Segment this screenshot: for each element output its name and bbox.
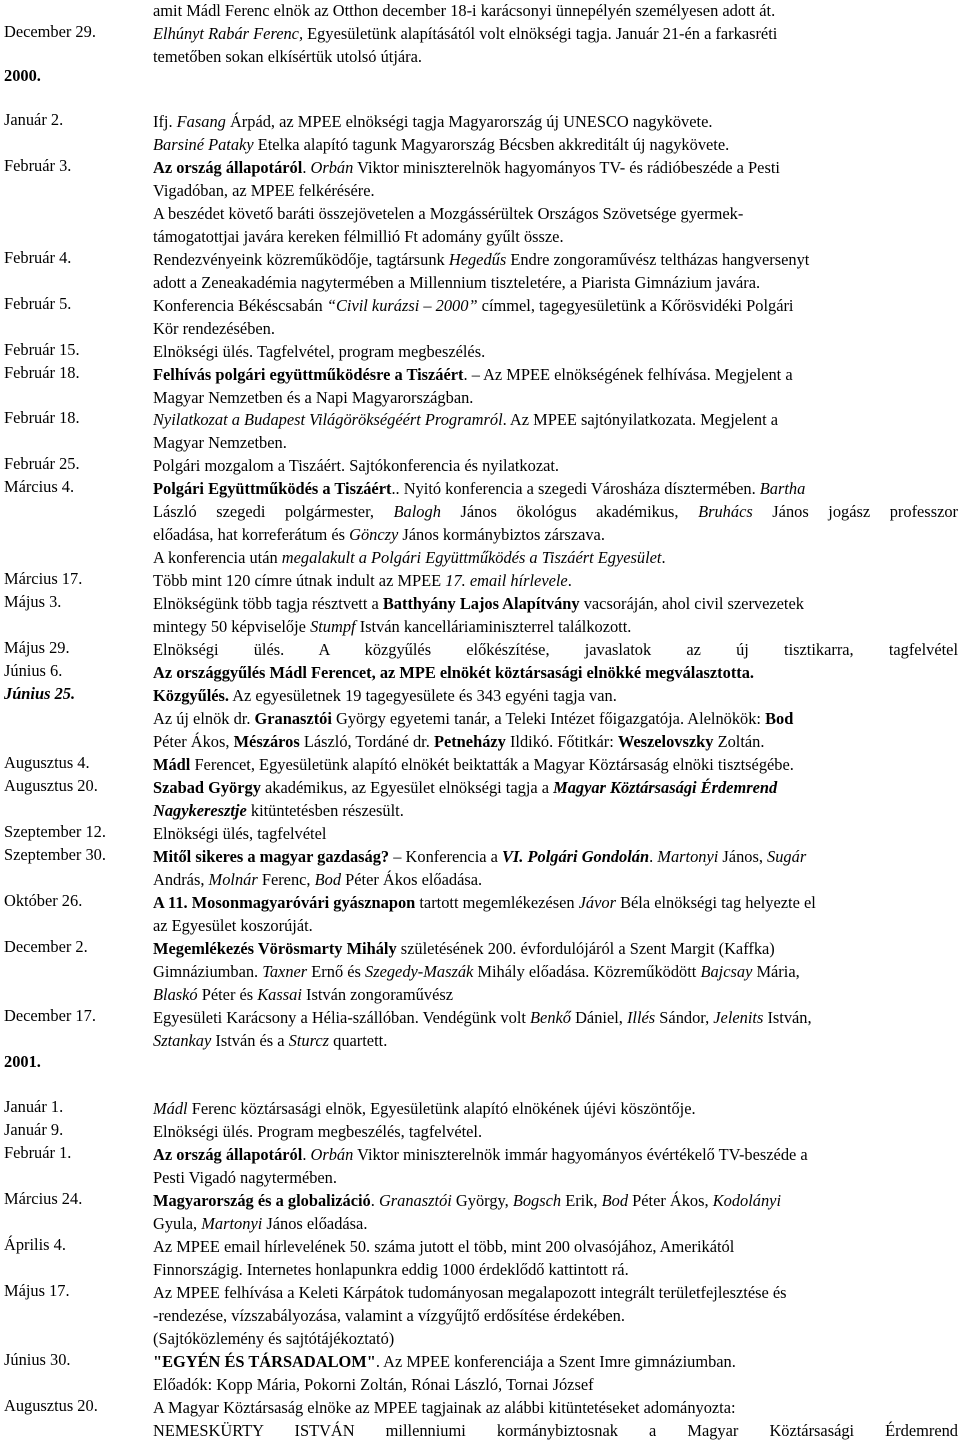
entry-date: Január 2. [4, 110, 64, 129]
text-segment: Polgári Együttműködés a Tiszáért [153, 479, 392, 498]
text-segment: Előadók: Kopp Mária, Pokorni Zoltán, Rónai László, Tornai József [153, 1375, 594, 1394]
text-segment: Bartha [759, 479, 806, 498]
text-line [153, 202, 958, 225]
text-line [153, 1327, 958, 1350]
text-segment: Stumpf [310, 617, 356, 636]
text-line [153, 661, 958, 684]
text-segment: Az ország állapotáról [153, 1145, 303, 1164]
entry-text [153, 753, 958, 776]
text-segment: mintegy 50 képviselője [153, 617, 311, 636]
entry-text [153, 822, 958, 845]
entry-text [153, 891, 958, 937]
text-line [153, 569, 958, 592]
text-line [153, 340, 958, 363]
text-segment: István és a [211, 1031, 289, 1050]
text-segment: Bod [765, 709, 794, 728]
text-segment: Több mint 120 címre útnak indult az MPEE [153, 571, 446, 590]
text-segment: . Az MPEE konferenciája a Szent Imre gimnáziumban. [375, 1352, 736, 1371]
entry-date: Február 15. [4, 340, 80, 359]
entry-text [153, 1189, 958, 1235]
text-segment: Az MPEE felhívása a Keleti Kárpátok tudományosan megalapozott integrált területfejlesztése és [153, 1283, 787, 1302]
text-segment: Elnökségi ülés. Tagfelvétel, program megbeszélés. [153, 342, 486, 361]
text-segment: Konferencia Békéscsabán [153, 296, 327, 315]
text-segment: Gyula, [153, 1214, 202, 1233]
text-segment: János, [718, 847, 768, 866]
text-line [153, 753, 958, 776]
text-segment: Viktor miniszterelnök immár hagyományos évértékelő TV-beszéde a [353, 1145, 808, 1164]
text-segment: Magyar Nemzetben. [153, 433, 287, 452]
text-line [153, 1396, 958, 1419]
text-line [153, 592, 958, 615]
text-segment: Bajcsay [700, 962, 753, 981]
text-segment: amit Mádl Ferenc elnök az Otthon december 18-i karácsonyi ünnepélyén személyesen adott át. [153, 1, 776, 20]
text-segment: Ferencet, Egyesületünk alapító elnökét beiktatták a Magyar Köztársaság elnöki tisztségébe. [190, 755, 794, 774]
entry-date: Június 6. [4, 661, 63, 680]
text-segment: Ildikó. Főtitkár: [505, 732, 618, 751]
text-segment: Zoltán. [713, 732, 765, 751]
text-line [153, 523, 958, 546]
text-segment: NEMESKÜRTY ISTVÁN millenniumi kormánybiztosnak a Magyar Köztársasági Érdemrend [153, 1421, 958, 1440]
text-line [153, 1373, 958, 1396]
text-segment: Petneházy [433, 732, 506, 751]
text-line [153, 1120, 958, 1143]
entry-date: Március 17. [4, 569, 83, 588]
year-heading: 2000. [4, 66, 41, 85]
text-segment: Ferenc köztársasági elnök, Egyesületünk alapító elnökének újévi köszöntője. [187, 1099, 696, 1118]
text-segment: Jávor [578, 893, 616, 912]
text-segment: Bogsch [512, 1191, 562, 1210]
text-segment: -rendezése, vízszabályozása, valamint a vízgyűjtő erdősítése érdekében. [153, 1306, 625, 1325]
text-segment: . Az MPEE sajtónyilatkozata. Megjelent a [502, 410, 779, 429]
text-segment: . [302, 158, 311, 177]
text-line [153, 477, 958, 500]
text-line [153, 1029, 958, 1052]
entry-date: Február 25. [4, 454, 80, 473]
text-segment: János előadása. [262, 1214, 368, 1233]
entry-text [153, 937, 958, 1006]
entry-text [153, 1235, 958, 1281]
text-segment: . [567, 571, 572, 590]
text-segment: Dániel, [570, 1008, 627, 1027]
text-segment: János jogász professzor [752, 502, 958, 521]
text-line [153, 294, 958, 317]
text-segment: Magyar Nemzetben és a Napi Magyarországban. [153, 388, 474, 407]
text-line [153, 730, 958, 753]
text-segment: 17. email hírlevele [445, 571, 568, 590]
text-segment: Weszelovszky [617, 732, 714, 751]
text-segment: Vigadóban, az MPEE felkérésére. [153, 181, 375, 200]
text-segment: Elnökségünk több tagja résztvett a [153, 594, 383, 613]
entry-text [153, 0, 958, 22]
entry-date: Február 4. [4, 248, 72, 267]
text-segment: Sturcz [288, 1031, 330, 1050]
text-segment: .. Nyitó konferencia a szegedi Városháza dísztermében. [391, 479, 760, 498]
entry-date: Március 24. [4, 1189, 83, 1208]
text-segment: temetőben sokan elkísértük utolsó útjára. [153, 47, 423, 66]
text-segment: A Magyar Köztársaság elnöke az MPEE tagjainak az alábbi kitüntetéseket adományozta: [153, 1398, 736, 1417]
text-line [153, 1258, 958, 1281]
text-segment: Az egyesületnek 19 tagegyesülete és 343 egyéni tagja van. [229, 686, 617, 705]
text-segment: Balogh [393, 502, 441, 521]
text-line [153, 454, 958, 477]
text-segment: . [649, 847, 658, 866]
text-segment: Mitől sikeres a magyar gazdaság? [153, 847, 390, 866]
text-segment: Erik, [561, 1191, 602, 1210]
entry-text [153, 363, 958, 409]
entry-date: Február 18. [4, 363, 80, 382]
text-line [153, 22, 958, 45]
text-segment: Péter Ákos, [628, 1191, 713, 1210]
text-segment: Taxner [262, 962, 308, 981]
text-segment: megalakult a Polgári Együttműködés a Tiszáért Egyesület [281, 548, 662, 567]
entry-date: Június 30. [4, 1350, 71, 1369]
text-segment: Jelenits [713, 1008, 764, 1027]
text-segment: . – Az MPEE elnökségének felhívása. Megjelent a [463, 365, 793, 384]
text-segment: VI. Polgári Gondolán [502, 847, 650, 866]
entry-date: Január 1. [4, 1097, 64, 1116]
text-line [153, 822, 958, 845]
text-segment: Ifj. [153, 112, 177, 131]
text-segment: Rendezvényeink közreműködője, tagtársunk [153, 250, 449, 269]
entry-text [153, 569, 958, 592]
entry-text [153, 248, 958, 294]
entry-date: Szeptember 12. [4, 822, 106, 841]
entry-date: Május 29. [4, 638, 70, 657]
entry-text [153, 845, 958, 891]
text-line [153, 615, 958, 638]
text-segment: A beszédet követő baráti összejövetelen a Mozgássérültek Országos Szövetsége gyermek- [153, 204, 744, 223]
entry-date: Március 4. [4, 477, 75, 496]
text-segment: Megemlékezés Vörösmarty Mihály [153, 939, 397, 958]
text-segment: Az ország állapotáról [153, 158, 303, 177]
text-segment: – Konferencia a [389, 847, 502, 866]
text-segment: János ökológus akadémikus, [440, 502, 699, 521]
text-line [153, 1212, 958, 1235]
entry-date: Június 25. [4, 684, 76, 703]
text-segment: . [661, 548, 666, 567]
text-line [153, 1419, 958, 1442]
text-segment: György egyetemi tanár, a Teleki Intézet főigazgatója. Alelnökök: [331, 709, 766, 728]
entry-text [153, 294, 958, 340]
text-line [153, 431, 958, 454]
text-segment: György, [451, 1191, 513, 1210]
text-segment: előadása, hat korreferátum és [153, 525, 350, 544]
text-segment: vacsoráján, ahol civil szervezetek [579, 594, 804, 613]
text-segment: Martonyi [201, 1214, 263, 1233]
text-line [153, 133, 958, 156]
text-segment: Pesti Vigadó nagytermében. [153, 1168, 337, 1187]
text-line [153, 408, 958, 431]
text-segment: Granasztói [378, 1191, 452, 1210]
text-line [153, 110, 958, 133]
text-segment: Bod [314, 870, 342, 889]
text-segment: Elhúnyt Rabár Ferenc, [153, 24, 304, 43]
text-segment: Bod [601, 1191, 629, 1210]
entry-text [153, 776, 958, 822]
text-segment: adott a Zeneakadémia nagytermében a Millennium tiszteletére, a Piarista Gimnázium javára. [153, 273, 761, 292]
text-segment: Szegedy-Maszák [365, 962, 474, 981]
text-segment: János kormánybiztos zárszava. [398, 525, 605, 544]
text-segment: . [302, 1145, 311, 1164]
text-line [153, 363, 958, 386]
entry-date: December 17. [4, 1006, 96, 1025]
text-line [153, 45, 958, 68]
text-segment: Fasang [176, 112, 226, 131]
text-segment: Finnországig. Internetes honlapunkra eddig 1000 érdeklődő kattintott rá. [153, 1260, 629, 1279]
text-segment: A 11. Mosonmagyaróvári gyásznapon [153, 893, 416, 912]
text-segment: Ferenc, [257, 870, 315, 889]
text-line [153, 500, 958, 523]
entry-date: Február 18. [4, 408, 80, 427]
text-segment: Sugár [767, 847, 807, 866]
text-segment: Az új elnök dr. [153, 709, 255, 728]
text-line [153, 0, 958, 22]
entry-text [153, 454, 958, 477]
text-segment: Bruhács [698, 502, 753, 521]
entry-date: December 29. [4, 22, 96, 41]
text-line [153, 225, 958, 248]
text-segment: Az országgyűlés Mádl Ferencet, az MPE elnökét köztársasági elnökké megválasztotta. [153, 663, 755, 682]
text-segment: István, [763, 1008, 812, 1027]
text-line [153, 914, 958, 937]
text-line [153, 845, 958, 868]
entry-date: Május 3. [4, 592, 62, 611]
entry-text [153, 340, 958, 363]
year-heading: 2001. [4, 1052, 41, 1071]
text-segment: (Sajtóközlemény és sajtótájékoztató) [153, 1329, 395, 1348]
text-segment: Sándor, [655, 1008, 714, 1027]
text-line [153, 248, 958, 271]
text-line [153, 386, 958, 409]
text-segment: Nagykeresztje [153, 801, 247, 820]
text-segment: Mádl [153, 755, 191, 774]
text-segment: Péter és [197, 985, 258, 1004]
entry-date: Január 9. [4, 1120, 64, 1139]
text-line [153, 638, 958, 661]
text-segment: Egyesületi Karácsony a Hélia-szállóban. Vendégünk volt [153, 1008, 531, 1027]
entry-date: Szeptember 30. [4, 845, 106, 864]
text-segment: István kancelláriaminiszterrel találkozott. [355, 617, 632, 636]
text-segment: Gimnáziumban. [153, 962, 263, 981]
entry-date: Október 26. [4, 891, 83, 910]
entry-date: Augusztus 20. [4, 776, 98, 795]
text-line [153, 1097, 958, 1120]
text-segment: Elnökségi ülés. A közgyűlés előkészítése, javaslatok az új tisztikarra, tagfelvétel [153, 640, 958, 659]
text-segment: István zongoraművész [301, 985, 453, 1004]
text-line [153, 684, 958, 707]
entry-text [153, 156, 958, 248]
text-line [153, 179, 958, 202]
text-segment: Barsiné Pataky [153, 135, 254, 154]
text-line [153, 1350, 958, 1373]
text-segment: az Egyesület koszorúját. [153, 916, 313, 935]
text-segment: Az MPEE email hírlevelének 50. száma jutott el több, mint 200 olvasójához, Amerikától [153, 1237, 735, 1256]
text-segment: Péter Ákos előadása. [341, 870, 483, 889]
text-segment: Blaskó [153, 985, 198, 1004]
text-segment: Magyarország és a globalizáció [153, 1191, 371, 1210]
text-segment: Szabad György [153, 778, 261, 797]
text-line [153, 546, 958, 569]
text-segment: Felhívás polgári együttműködésre a Tiszáért [153, 365, 464, 384]
text-line [153, 317, 958, 340]
text-segment: Gönczy [349, 525, 399, 544]
entry-text [153, 477, 958, 569]
text-segment: quartett. [329, 1031, 388, 1050]
text-segment: Orbán [310, 158, 354, 177]
text-segment: tartott megemlékezésen [415, 893, 579, 912]
text-segment: Etelka alapító tagunk Magyarország Bécsben akkreditált új nagykövete. [253, 135, 730, 154]
entry-text [153, 638, 958, 661]
text-line [153, 1143, 958, 1166]
text-segment: Hegedűs [448, 250, 507, 269]
text-segment: támogatottjai javára kereken félmillió Ft adomány gyűlt össze. [153, 227, 564, 246]
entry-text [153, 1143, 958, 1189]
text-segment: Árpád, az MPEE elnökségi tagja Magyarország új UNESCO nagykövete. [225, 112, 713, 131]
entry-text [153, 592, 958, 638]
text-segment: Endre zongoraművész teltházas hangversenyt [506, 250, 810, 269]
text-line [153, 1281, 958, 1304]
text-segment: Illés [626, 1008, 656, 1027]
text-segment: születésének 200. évfordulójáról a Szent Margit (Kaffka) [396, 939, 775, 958]
text-segment: Egyesületünk alapításától volt elnökségi tagja. Január 21-én a farkasréti [303, 24, 778, 43]
text-segment: Kör rendezésében. [153, 319, 275, 338]
text-segment: Magyar Köztársasági Érdemrend [553, 778, 778, 797]
entry-date: Február 5. [4, 294, 72, 313]
text-line [153, 868, 958, 891]
text-segment: . [370, 1191, 379, 1210]
text-line [153, 707, 958, 730]
text-line [153, 799, 958, 822]
entry-text [153, 1350, 958, 1396]
entry-text [153, 1006, 958, 1052]
entry-date: Május 17. [4, 1281, 70, 1300]
entry-date: December 2. [4, 937, 88, 956]
text-segment: László, Tordáné dr. [299, 732, 434, 751]
entry-text [153, 408, 958, 454]
entry-date: Február 3. [4, 156, 72, 175]
entry-date: Augusztus 20. [4, 1396, 98, 1415]
entry-text [153, 22, 958, 68]
text-segment: Viktor miniszterelnök hagyományos TV- és rádióbeszéde a Pesti [353, 158, 780, 177]
text-segment: Nyilatkozat a Budapest Világörökségéért Programról [153, 410, 503, 429]
text-segment: Martonyi [657, 847, 719, 866]
entry-date: Február 1. [4, 1143, 72, 1162]
text-segment: Mádl [153, 1099, 188, 1118]
entry-text [153, 684, 958, 753]
text-segment: Batthyány Lajos Alapítvány [382, 594, 580, 613]
text-segment: kitüntetésben részesült. [246, 801, 404, 820]
text-segment: akadémikus, az Egyesület elnökségi tagja a [260, 778, 554, 797]
text-line [153, 1235, 958, 1258]
entry-text [153, 1097, 958, 1120]
entry-date: Április 4. [4, 1235, 66, 1254]
text-segment: László szegedi polgármester, [153, 502, 394, 521]
text-line [153, 937, 958, 960]
text-line [153, 776, 958, 799]
text-segment: Kassai [257, 985, 302, 1004]
text-segment: “Civil kurázsi – 2000” [326, 296, 478, 315]
entry-text [153, 110, 958, 156]
text-segment: Sztankay [153, 1031, 212, 1050]
text-segment: Ernő és [307, 962, 365, 981]
entry-text [153, 1396, 958, 1442]
text-segment: A konferencia után [153, 548, 282, 567]
text-line [153, 1189, 958, 1212]
text-segment: Molnár [208, 870, 258, 889]
text-segment: Mészáros [233, 732, 300, 751]
text-line [153, 983, 958, 1006]
text-line [153, 156, 958, 179]
text-segment: Közgyűlés. [153, 686, 230, 705]
entry-text [153, 1281, 958, 1350]
text-segment: Elnökségi ülés, tagfelvétel [153, 824, 327, 843]
text-segment: Péter Ákos, [153, 732, 234, 751]
text-segment: Kodolányi [712, 1191, 782, 1210]
entry-text [153, 661, 958, 684]
text-segment: Mihály előadása. Közreműködött [473, 962, 701, 981]
text-line [153, 1006, 958, 1029]
text-line [153, 271, 958, 294]
text-line [153, 1166, 958, 1189]
text-line [153, 1304, 958, 1327]
text-segment: Mária, [752, 962, 800, 981]
text-segment: címmel, tagegyesületünk a Kőrösvidéki Polgári [477, 296, 794, 315]
text-segment: Polgári mozgalom a Tiszáért. Sajtókonferencia és nyilatkozat. [153, 456, 560, 475]
text-line [153, 960, 958, 983]
text-segment: András, [153, 870, 209, 889]
text-segment: Granasztói [254, 709, 332, 728]
text-segment: Elnökségi ülés. Program megbeszélés, tagfelvétel. [153, 1122, 483, 1141]
text-segment: "EGYÉN ÉS TÁRSADALOM" [153, 1352, 376, 1371]
text-segment: Béla elnökségi tag helyezte el [615, 893, 816, 912]
entry-date: Augusztus 4. [4, 753, 90, 772]
text-segment: Benkő [530, 1008, 571, 1027]
text-segment: Orbán [310, 1145, 354, 1164]
text-line [153, 891, 958, 914]
entry-text [153, 1120, 958, 1143]
